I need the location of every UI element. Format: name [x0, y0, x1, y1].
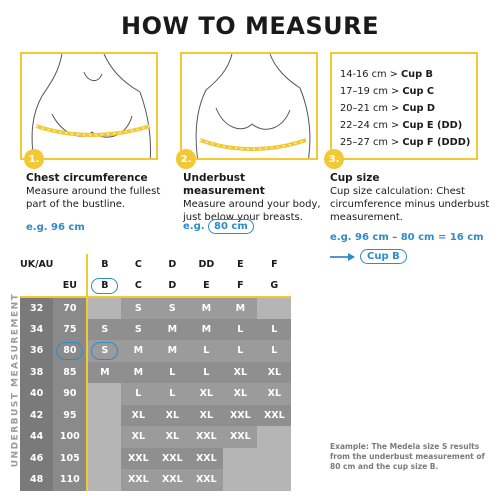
size-cell: [87, 469, 121, 491]
underbust-illustration-panel: [180, 52, 318, 160]
size-cell: S: [155, 297, 189, 319]
size-cell: XL: [189, 405, 223, 427]
eu-band-cell: 110: [53, 469, 87, 491]
size-cell: [87, 448, 121, 470]
size-cell: XL: [223, 383, 257, 405]
size-cell: M: [155, 340, 189, 362]
size-table: [20, 254, 291, 491]
uk-cup-header: B: [87, 254, 121, 276]
size-cell: [257, 297, 291, 319]
step-2-text: [183, 172, 328, 224]
size-cell: M: [87, 362, 121, 384]
step-2-heading: Underbust measurement: [183, 172, 265, 197]
uk-band-cell: 42: [20, 405, 53, 427]
eu-cup-header: F: [223, 276, 257, 298]
table-row: [20, 469, 291, 491]
step-3-result-value: Cup B: [360, 249, 407, 264]
uk-cup-header: F: [257, 254, 291, 276]
step-3-result: [330, 249, 407, 264]
step-1-badge: 1.: [24, 149, 44, 169]
size-cell: M: [189, 319, 223, 341]
size-cell: [257, 426, 291, 448]
step-2-example-value: 80 cm: [208, 219, 254, 234]
table-row: [20, 426, 291, 448]
chest-illustration-panel: [20, 52, 158, 160]
size-cell: [223, 448, 257, 470]
size-cell: XL: [121, 426, 155, 448]
size-cell: M: [121, 340, 155, 362]
size-cell: L: [223, 340, 257, 362]
cup-list-item: 22–24 cm > Cup E (DD): [340, 120, 463, 131]
step-3-text: [330, 172, 490, 224]
size-cell: XXL: [155, 448, 189, 470]
size-cell: XXL: [189, 426, 223, 448]
uk-band-cell: 40: [20, 383, 53, 405]
size-cell: L: [189, 362, 223, 384]
step-1-example: e.g. 96 cm: [26, 222, 85, 233]
step-1-body: Measure around the fullest part of the bustline.: [26, 186, 161, 210]
cup-list-item: 20–21 cm > Cup D: [340, 103, 436, 114]
uk-band-cell: 36: [20, 340, 53, 362]
eu-band-cell: 100: [53, 426, 87, 448]
page-title: HOW TO MEASURE: [121, 12, 379, 40]
uk-header-row: [20, 254, 291, 276]
footnote: Example: The Medela size S results from the underbust measurement of 80 cm and the cup size B.: [330, 442, 485, 471]
size-cell: L: [155, 383, 189, 405]
size-cell: XXL: [189, 448, 223, 470]
eu-band-cell: 105: [53, 448, 87, 470]
size-cell: XXL: [223, 405, 257, 427]
size-cell: [87, 405, 121, 427]
table-row: [20, 362, 291, 384]
size-cell: L: [189, 340, 223, 362]
uk-band-cell: 46: [20, 448, 53, 470]
uk-cup-header: DD: [189, 254, 223, 276]
size-cell: [223, 469, 257, 491]
arrow-right-icon: [330, 252, 356, 262]
step-2-body: Measure around your body, just below your breasts.: [183, 199, 321, 223]
step-2-badge: 2.: [176, 149, 196, 169]
size-cell: XXL: [121, 469, 155, 491]
uk-header: UK/AU: [20, 254, 53, 276]
size-cell: XXL: [257, 405, 291, 427]
uk-cup-header: C: [121, 254, 155, 276]
size-cell: XL: [155, 426, 189, 448]
cup-list-item: 25–27 cm > Cup F (DDD): [340, 137, 471, 148]
size-cell: XXL: [189, 469, 223, 491]
eu-header: EU: [53, 276, 87, 298]
size-cell: S: [121, 297, 155, 319]
eu-header-spacer: [20, 276, 53, 298]
step-3-heading: Cup size: [330, 172, 380, 184]
size-cell: M: [155, 319, 189, 341]
size-cell: L: [121, 383, 155, 405]
size-cell: L: [257, 340, 291, 362]
size-cell: XL: [257, 362, 291, 384]
size-cell: [257, 469, 291, 491]
size-cell: M: [223, 297, 257, 319]
eu-band-cell-highlighted: 80: [53, 340, 87, 362]
size-cell: L: [257, 319, 291, 341]
size-cell: S: [121, 319, 155, 341]
size-cell-highlighted: S: [87, 340, 121, 362]
cup-list-item: 17–19 cm > Cup C: [340, 86, 435, 97]
eu-cup-header: C: [121, 276, 155, 298]
eu-header-row: [20, 276, 291, 298]
table-row: [20, 383, 291, 405]
step-2-example-prefix: e.g.: [183, 221, 205, 232]
size-cell: XL: [121, 405, 155, 427]
uk-cup-header: D: [155, 254, 189, 276]
size-cell: M: [189, 297, 223, 319]
eu-cup-header: G: [257, 276, 291, 298]
eu-cup-header: E: [189, 276, 223, 298]
uk-band-cell: 44: [20, 426, 53, 448]
table-row: [20, 319, 291, 341]
size-cell: [87, 426, 121, 448]
chest-measure-illustration: [22, 54, 158, 160]
eu-band-cell: 95: [53, 405, 87, 427]
uk-band-cell: 48: [20, 469, 53, 491]
size-cell: XL: [155, 405, 189, 427]
eu-band-cell: 70: [53, 297, 87, 319]
table-row: [20, 297, 291, 319]
uk-band-cell: 34: [20, 319, 53, 341]
underbust-measure-illustration: [182, 54, 318, 160]
underbust-axis-label: UNDERBUST MEASUREMENT: [10, 292, 20, 468]
size-cell: XL: [189, 383, 223, 405]
size-cell: XXL: [155, 469, 189, 491]
step-3-body: Cup size calculation: Chest circumference minus underbust measurement.: [330, 186, 490, 223]
uk-header-spacer: [53, 254, 87, 276]
eu-band-cell: 75: [53, 319, 87, 341]
uk-cup-header: E: [223, 254, 257, 276]
step-1-text: [26, 172, 176, 211]
table-row: [20, 340, 291, 362]
size-cell: S: [87, 319, 121, 341]
size-cell: M: [121, 362, 155, 384]
eu-band-cell: 90: [53, 383, 87, 405]
step-2-example: [183, 219, 254, 234]
uk-band-cell: 32: [20, 297, 53, 319]
size-cell: XL: [257, 383, 291, 405]
step-3-badge: 3.: [324, 149, 344, 169]
size-cell: [87, 383, 121, 405]
size-cell: [257, 448, 291, 470]
uk-band-cell: 38: [20, 362, 53, 384]
size-cell: XXL: [121, 448, 155, 470]
size-cell: XXL: [223, 426, 257, 448]
size-cell: [87, 297, 121, 319]
size-cell: XL: [223, 362, 257, 384]
table-row: [20, 448, 291, 470]
step-3-example: e.g. 96 cm – 80 cm = 16 cm: [330, 232, 484, 243]
eu-cup-header: D: [155, 276, 189, 298]
table-row: [20, 405, 291, 427]
cup-size-list: [340, 66, 470, 151]
eu-cup-header-highlighted: B: [87, 276, 121, 298]
size-cell: L: [155, 362, 189, 384]
eu-band-cell: 85: [53, 362, 87, 384]
size-cell: L: [223, 319, 257, 341]
step-1-heading: Chest circumference: [26, 172, 148, 184]
cup-list-item: 14-16 cm > Cup B: [340, 69, 434, 80]
